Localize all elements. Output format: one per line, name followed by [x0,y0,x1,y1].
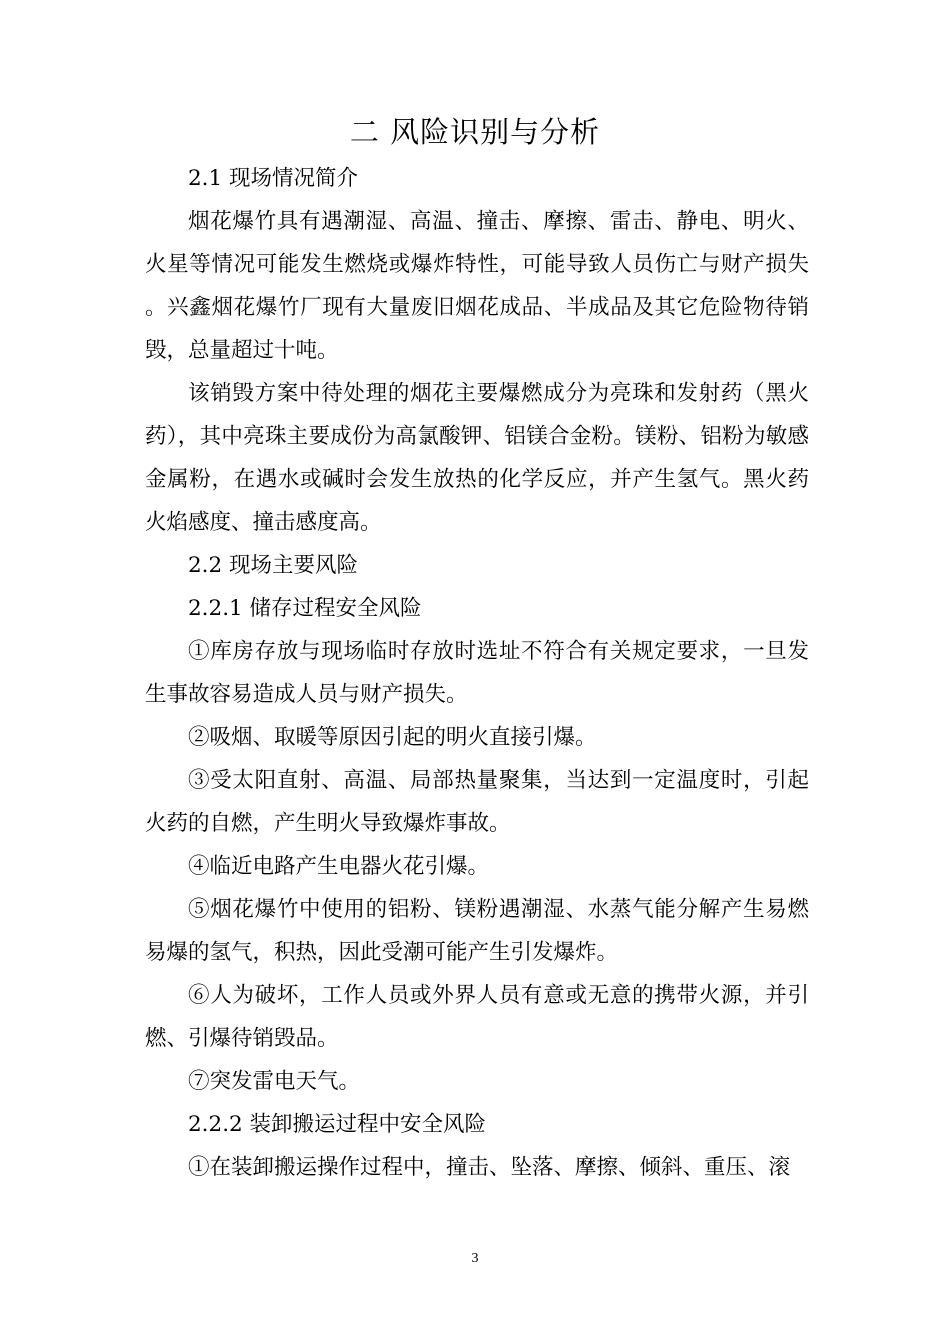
list-item-storage-2: ②吸烟、取暖等原因引起的明火直接引爆。 [188,725,597,750]
list-item-storage-4: ④临近电路产生电器火花引爆。 [188,854,490,879]
subsection-heading-2-2-1: 2.2.1 储存过程安全风险 [188,596,422,621]
paragraph-fireworks-hazards: 烟花爆竹具有遇潮湿、高温、撞击、摩擦、雷击、静电、明火、火星等情况可能发生燃烧或爆炸特性，可能导致人员伤亡与财产损失。兴鑫烟花爆竹厂现有大量废旧烟花成品、半成品及其它危险物待销毁，总量超过十吨。 [145,209,809,363]
page-number: 3 [471,1251,479,1266]
subsection-heading-2-2-2: 2.2.2 装卸搬运过程中安全风险 [188,1112,487,1137]
subsection-heading-2-1: 2.1 现场情况简介 [188,166,359,191]
list-item-storage-1: ①库房存放与现场临时存放时选址不符合有关规定要求，一旦发生事故容易造成人员与财产损失。 [145,639,809,707]
paragraph-composition: 该销毁方案中待处理的烟花主要爆燃成分为亮珠和发射药（黑火药），其中亮珠主要成份为高氯酸钾、铝镁合金粉。镁粉、铝粉为敏感金属粉，在遇水或碱时会发生放热的化学反应，并产生氢气。黑火药火焰感度、撞击感度高。 [145,381,809,535]
list-item-handling-1: ①在装卸搬运操作过程中，撞击、坠落、摩擦、倾斜、重压、滚 [188,1155,791,1180]
document-body [145,157,809,1189]
section-title: 二 风险识别与分析 [349,115,601,149]
list-item-storage-5: ⑤烟花爆竹中使用的铝粉、镁粉遇潮湿、水蒸气能分解产生易燃易爆的氢气，积热，因此受潮可能产生引发爆炸。 [145,897,809,965]
subsection-heading-2-2: 2.2 现场主要风险 [188,553,359,578]
list-item-storage-7: ⑦突发雷电天气。 [188,1069,361,1094]
list-item-storage-3: ③受太阳直射、高温、局部热量聚集，当达到一定温度时，引起火药的自燃，产生明火导致爆炸事故。 [145,768,809,836]
list-item-storage-6: ⑥人为破坏，工作人员或外界人员有意或无意的携带火源，并引燃、引爆待销毁品。 [145,983,809,1051]
